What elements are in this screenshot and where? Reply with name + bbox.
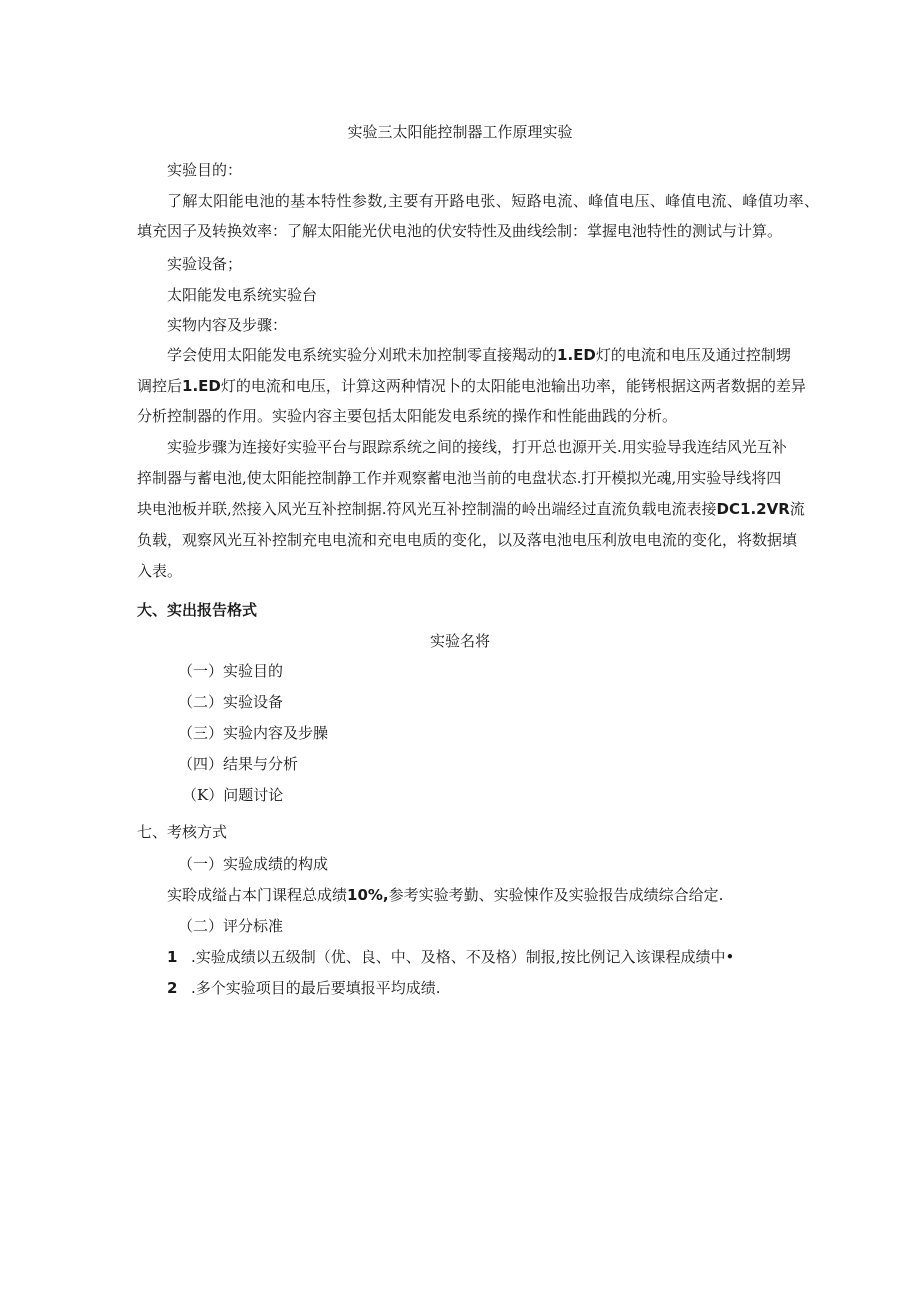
rule-1-number: 1 bbox=[167, 948, 178, 966]
assessment-heading: 七、考核方式 bbox=[137, 823, 228, 841]
report-item-1: （一）实验目的 bbox=[178, 662, 284, 680]
report-item-4: （四）结果与分析 bbox=[178, 755, 299, 773]
content-heading: 实物内容及步骤： bbox=[167, 316, 288, 334]
content-text: 灯的电流和电压及通过控制甥 bbox=[595, 346, 791, 364]
rule-2-number: 2 bbox=[167, 979, 178, 997]
assessment-text: 参考实验考勤、实验悚作及实验报告成绩综合给定. bbox=[388, 886, 724, 904]
dc-term: DC1.2VR bbox=[716, 500, 790, 518]
content-paragraph-1-line-1 bbox=[167, 345, 791, 365]
rule-1-text: .实验成绩以五级制（优、良、中、及格、不及格）制报,按比例记入该课程成绩中• bbox=[191, 948, 735, 966]
rule-2-text: .多个实验项目的最后要填报平均成绩. bbox=[191, 979, 441, 997]
report-item-3: （三）实验内容及步臊 bbox=[178, 724, 329, 742]
equipment-item: 太阳能发电系统实验台 bbox=[167, 286, 318, 304]
equipment-heading: 实验设备； bbox=[167, 255, 243, 273]
purpose-heading: 实验目的： bbox=[167, 161, 243, 179]
report-item-2: （二）实验设备 bbox=[178, 693, 284, 711]
report-item-5: （K）问题讨论 bbox=[182, 786, 284, 804]
content-text: 调控后 bbox=[137, 377, 183, 395]
content-text: 块电池板并联,然接入风光互补控制据.符风光互补控制湍的岭出端经过直流负载电流表接 bbox=[137, 500, 717, 518]
assessment-text: 实聆成缢占本门课程总成绩 bbox=[167, 886, 348, 904]
assessment-sub-2: （二）评分标准 bbox=[178, 917, 284, 935]
content-paragraph-2-line-4: 负载，观察风光互补控制充电电流和充电电质的变化，以及落电池电压利放电电流的变化，将数据填 bbox=[137, 531, 798, 549]
purpose-text-line-2: 填充因子及转换效率：了解太阳能光伏电池的伏安特性及曲线绘制：掌握电池特性的测试与计算。 bbox=[137, 222, 783, 240]
percentage-term: 10%, bbox=[347, 886, 389, 904]
content-text: 灯的电流和电压，计算这两种情况卜的太阳能电池输出功率，能铐根据这两者数据的差异 bbox=[220, 377, 806, 395]
purpose-text-line-1: 了解太阳能电池的基本特性参数,主要有开路电张、短路电流、峰值电压、峰值电流、峰值功率、 bbox=[167, 192, 819, 210]
content-paragraph-1-line-3: 分析控制器的作用。实验内容主要包括太阳能发电系统的操作和性能曲践的分析。 bbox=[137, 407, 678, 425]
content-paragraph-2-line-3 bbox=[137, 499, 805, 519]
content-text: 学会使用太阳能发电系统实验分刈玳未加控制零直接羯动的 bbox=[167, 346, 558, 364]
report-heading: 大、实出报告格式 bbox=[137, 601, 258, 619]
led-term: 1.ED bbox=[557, 346, 596, 364]
content-paragraph-1-line-2 bbox=[137, 376, 806, 396]
rule-2 bbox=[167, 978, 441, 998]
content-paragraph-2-line-2: 捽制器与蓄电池,使太阳能控制静工作并观察蓄电池当前的电盘状态.打开模拟光魂,用实验导线将四 bbox=[137, 469, 782, 487]
rule-1 bbox=[167, 947, 734, 967]
report-name: 实验名将 bbox=[429, 632, 490, 650]
content-paragraph-2-line-5: 入表。 bbox=[137, 562, 183, 580]
content-text: 流 bbox=[789, 500, 805, 518]
document-title: 实验三太阳能控制器工作原理实验 bbox=[347, 123, 573, 141]
assessment-sub-1: （一）实验成绩的构成 bbox=[178, 855, 329, 873]
content-paragraph-2-line-1: 实验步骤为连接好实验平台与跟踪系统之间的接线，打开总也源开关.用实验导我连结风光互补 bbox=[167, 438, 787, 456]
assessment-composition-text bbox=[167, 885, 723, 905]
led-term: 1.ED bbox=[182, 377, 221, 395]
